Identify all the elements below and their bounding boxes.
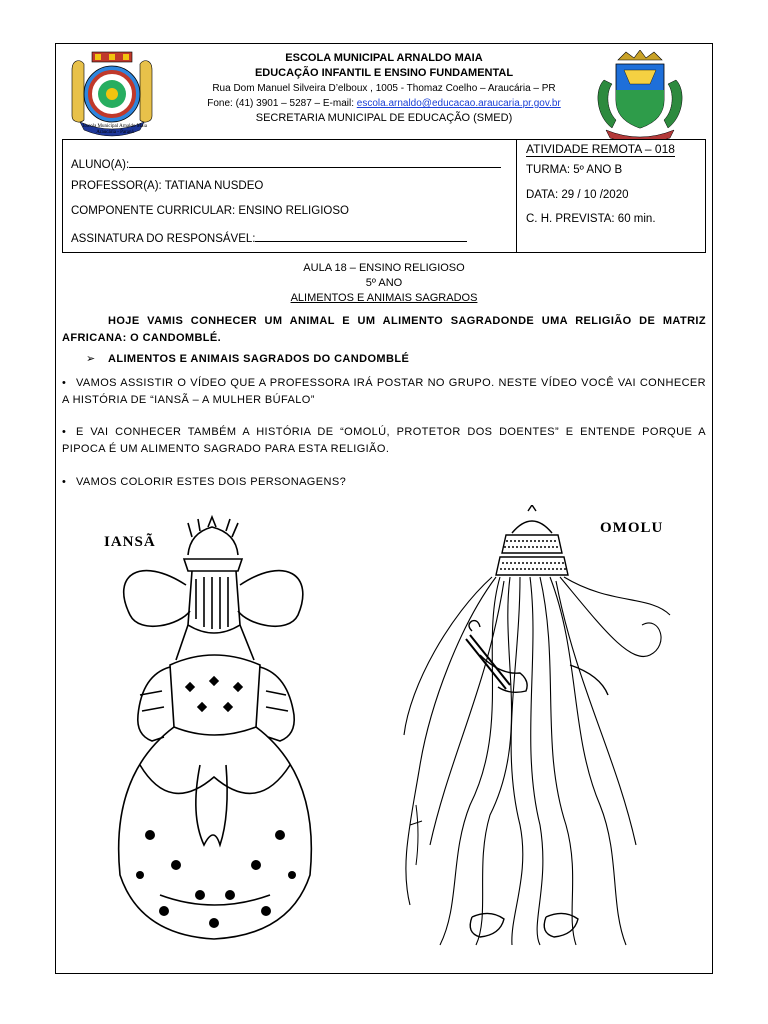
bullet-dot-icon: • <box>62 377 67 389</box>
guardian-signature-field[interactable] <box>71 230 467 245</box>
intro-paragraph: HOJE VAMIS CONHECER UM ANIMAL E UM ALIMENTO SAGRADONDE UMA RELIGIÃO DE MATRIZ AFRICANA: O CANDOMBLÉ. <box>62 315 706 344</box>
class-line: TURMA: 5º ANO B <box>526 164 623 176</box>
bullet-item-1 <box>62 375 706 409</box>
lesson-title-block <box>180 261 588 306</box>
date-line: DATA: 29 / 10 /2020 <box>526 189 629 201</box>
bullet-item-2-text: E VAI CONHECER TAMBÉM A HISTÓRIA DE “OMOLÚ, PROTETOR DOS DOENTES” E ENTENDE PORQUE A PIPOCA É UM ALIMENTO SAGRADO PARA ESTA RELIGIÃO. <box>62 426 706 455</box>
phone-text: Fone: (41) 3901 – 5287 – E-mail: <box>207 98 357 109</box>
curricular-component-line: COMPONENTE CURRICULAR: ENSINO RELIGIOSO <box>71 205 349 217</box>
school-name: ESCOLA MUNICIPAL ARNALDO MAIA <box>285 52 483 64</box>
logo-caption-line-1: Escola Municipal Arnaldo Maia <box>82 124 147 129</box>
bullet-item-3-text: VAMOS COLORIR ESTES DOIS PERSONAGENS? <box>76 476 347 488</box>
lesson-grade: 5º ANO <box>365 277 403 289</box>
student-info-box <box>62 139 706 253</box>
bullet-dot-icon: • <box>62 426 67 438</box>
arrow-list-item-text: ALIMENTOS E ANIMAIS SAGRADOS DO CANDOMBLÉ <box>108 353 410 365</box>
arrow-list-item <box>86 351 706 368</box>
student-name-label: ALUNO(A): <box>71 159 130 171</box>
guardian-signature-label: ASSINATURA DO RESPONSÁVEL: <box>71 233 256 245</box>
lesson-topic: ALIMENTOS E ANIMAIS SAGRADOS <box>290 292 478 304</box>
arrow-bullet-icon: ➢ <box>86 353 96 365</box>
bullet-item-2 <box>62 424 706 458</box>
school-levels: EDUCAÇÃO INFANTIL E ENSINO FUNDAMENTAL <box>254 67 514 79</box>
municipal-coat-of-arms-logo <box>590 50 690 140</box>
iansa-coloring-drawing <box>80 515 350 955</box>
school-header <box>180 51 588 126</box>
teacher-line: PROFESSOR(A): TATIANA NUSDEO <box>71 180 264 192</box>
lesson-number: AULA 18 – ENSINO RELIGIOSO <box>303 262 465 274</box>
bullet-item-3 <box>62 474 706 491</box>
secretariat-name: SECRETARIA MUNICIPAL DE EDUCAÇÃO (SMED) <box>255 112 513 124</box>
workload-line: C. H. PREVISTA: 60 min. <box>526 213 656 225</box>
email-link[interactable]: escola.arnaldo@educacao.araucaria.pr.gov.br <box>356 98 561 109</box>
bullet-dot-icon: • <box>62 476 67 488</box>
student-name-line <box>129 156 501 168</box>
info-left-column <box>63 140 517 252</box>
logo-caption <box>60 124 170 136</box>
iansa-label: IANSÃ <box>104 534 156 550</box>
guardian-signature-line <box>255 230 467 242</box>
school-contact <box>180 96 588 111</box>
omolu-label: OMOLU <box>600 520 664 536</box>
school-address: Rua Dom Manuel Silveira D’elboux , 1005 - Thomaz Coelho – Araucária – PR <box>212 83 556 94</box>
omolu-coloring-drawing <box>380 505 680 955</box>
logo-caption-line-2: Araucária - Paraná <box>96 130 134 135</box>
activity-number-text: ATIVIDADE REMOTA – 018 <box>526 142 675 156</box>
student-name-field[interactable] <box>71 156 501 171</box>
activity-number <box>526 142 675 156</box>
bullet-item-1-text: VAMOS ASSISTIR O VÍDEO QUE A PROFESSORA IRÁ POSTAR NO GRUPO. NESTE VÍDEO VOCÊ VAI CONHECER A HISTÓRIA DE “IANSÃ – A MULHER BÚFALO” <box>62 377 706 406</box>
